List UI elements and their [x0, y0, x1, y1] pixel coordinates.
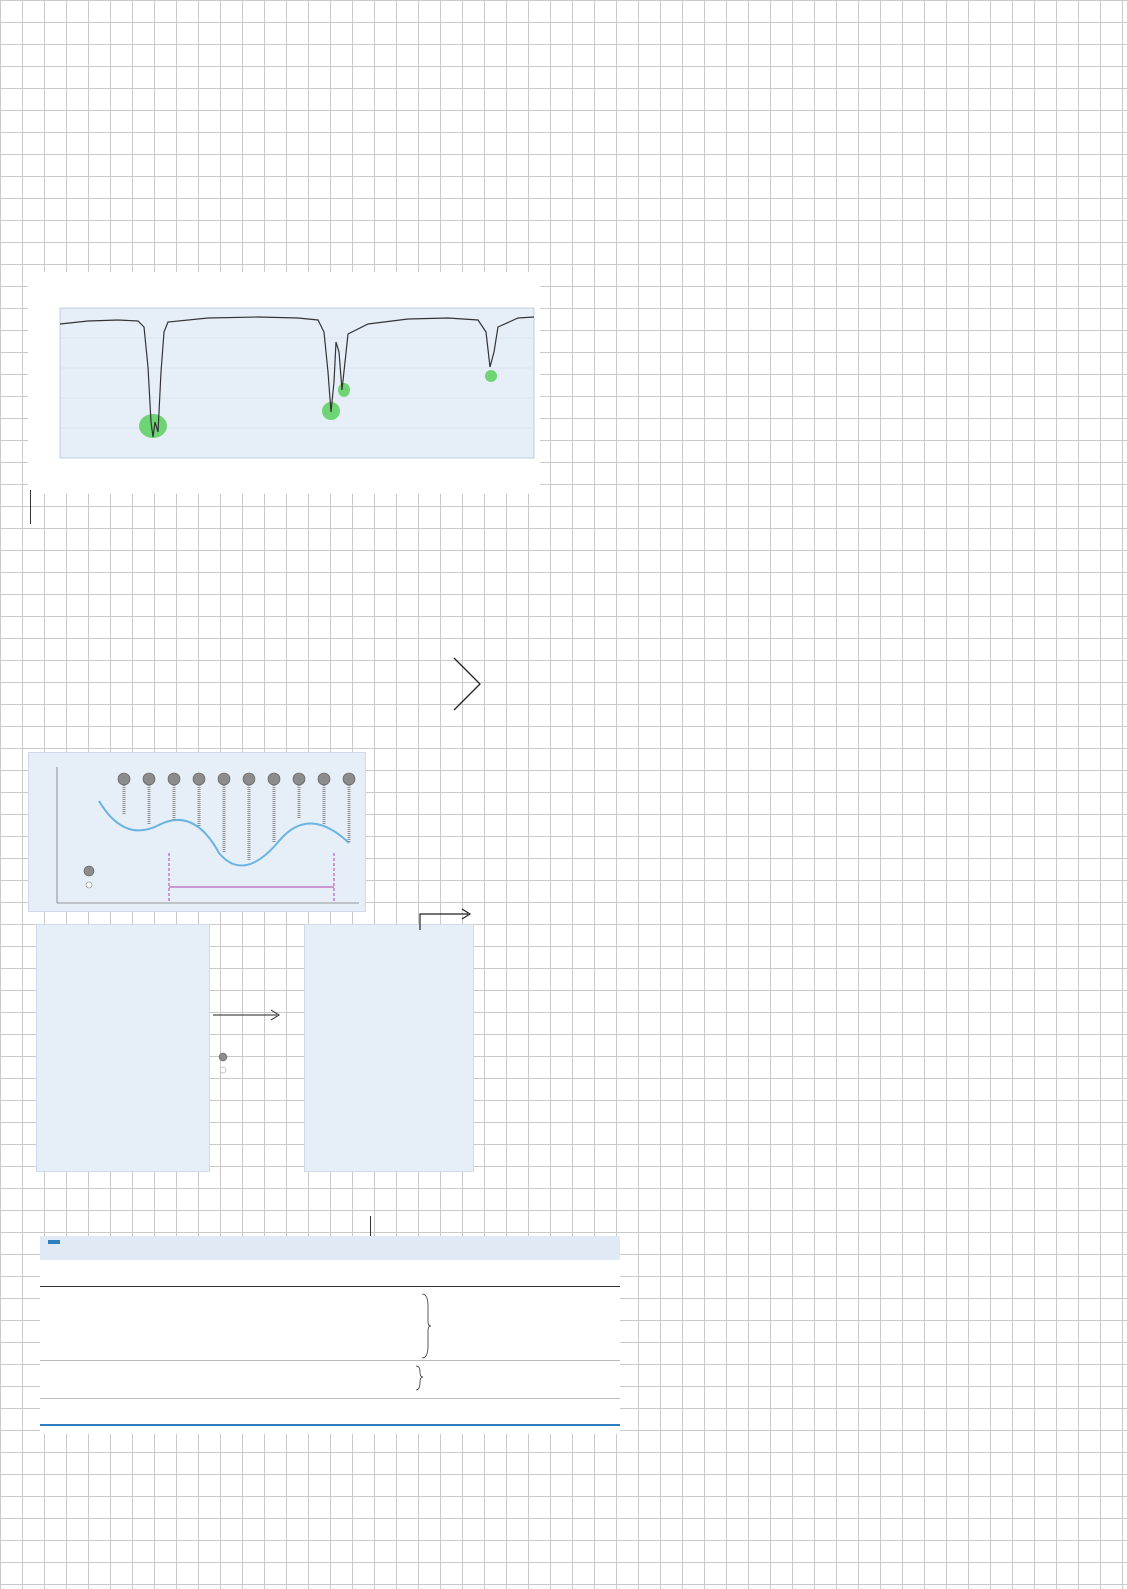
table-brace [414, 1364, 424, 1392]
ir-regions-table [40, 1236, 620, 1434]
stretching-figure [28, 752, 366, 912]
table-header-band [40, 1236, 620, 1260]
table-brace [420, 1292, 432, 1360]
plot-area [60, 308, 534, 458]
vibration-nu-figure [36, 924, 210, 1172]
legend-dots [216, 1050, 230, 1078]
vibration-2nu-diagram [305, 925, 473, 1171]
legend-c-dot [84, 866, 94, 876]
brace-bracket [450, 656, 486, 712]
table-bottom-rule [40, 1424, 620, 1426]
table-rule [40, 1286, 620, 1287]
vibration-nu-diagram [37, 925, 209, 1171]
connector-line [30, 490, 31, 524]
legend-h-dot [86, 882, 92, 888]
light-arrow-icon [205, 1000, 285, 1030]
table-divider [40, 1398, 620, 1399]
vibration-2nu-figure [304, 924, 474, 1172]
peak-highlight [338, 383, 350, 397]
ir-spectrum-chart [28, 272, 540, 494]
table-divider [40, 1360, 620, 1361]
ir-spectrum-figure [28, 272, 540, 494]
pointer-arrow-icon [418, 906, 478, 932]
stretching-diagram [29, 753, 365, 911]
peak-highlight [485, 370, 497, 382]
table-tag [48, 1240, 60, 1244]
